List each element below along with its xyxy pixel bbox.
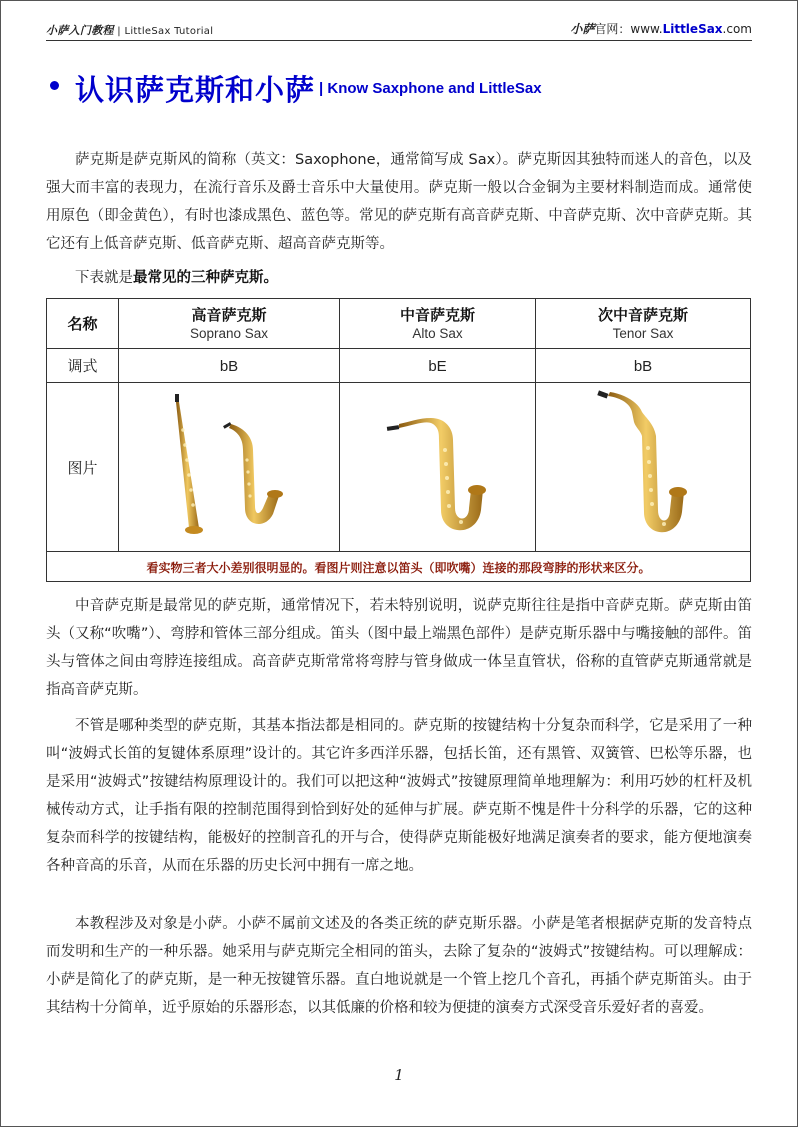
key-cell-alto: bE (340, 349, 536, 383)
table-intro-line: 下表就是最常见的三种萨克斯。 (75, 270, 278, 286)
note-cell: 看实物三者大小差别很明显的。看图片则注意以笛头（即吹嘴）连接的那段弯脖的形状来区分。 (47, 551, 751, 581)
name-label-cell: 名称 (47, 299, 119, 349)
paragraph-keys: 不管是哪种类型的萨克斯，其基本指法都是相同的。萨克斯的按键结构十分复杂而科学，它是采用了一种叫“波姆式长笛的复键体系原理”设计的。其它许多西洋乐器，包括长笛，还有黑管、双簧管、巴松等乐器，也是采用“波姆式”按键结构原理设计的。我们可以把这种“波姆式”按键原理简单地理解为：利用巧妙的杠杆及机械传动方式，让手指有限的控制范围得到恰到好处的延伸与扩展。萨克斯不愧是件十分科学的乐器，它的这种复杂而科学的按键结构，能极好的控制音孔的开与合，使得萨克斯能极好地满足演奏者的要求，能方便地演奏各种音高的乐音，从而在乐器的历史长河中拥有一席之地。 (46, 718, 752, 874)
saxophone-table (46, 298, 751, 582)
header-brand: 小萨入门教程 (46, 24, 114, 37)
picture-cell-alto (340, 383, 536, 552)
header-right-label: 官网： (594, 22, 631, 36)
table-header-row (47, 299, 751, 349)
picture-cell-tenor (536, 383, 751, 552)
title-bullet-icon (50, 81, 59, 90)
header-cell-soprano: 高音萨克斯 Soprano Sax (119, 299, 340, 349)
soprano-sax-image (169, 390, 289, 540)
header-separator: | (113, 26, 125, 37)
key-cell-soprano: bB (119, 349, 340, 383)
title-english: | Know Saxphone and LittleSax (319, 80, 542, 97)
page-number: 1 (394, 1066, 404, 1084)
header-right-brand: 小萨 (570, 22, 595, 36)
tenor-sax-image (588, 388, 698, 543)
key-row (47, 349, 751, 383)
site-url-link[interactable]: www.LittleSax.com (630, 22, 752, 36)
header-left-title (46, 22, 213, 38)
table-intro-bold: 最常见的三种萨克斯。 (133, 270, 278, 286)
note-row (47, 551, 751, 581)
paragraph-alto: 中音萨克斯是最常见的萨克斯，通常情况下，若未特别说明，说萨克斯往往是指中音萨克斯。萨克斯由笛头（又称“吹嘴”）、弯脖和管体三部分组成。笛头（图中最上端黑色部件）是萨克斯乐器中与嘴接触的部件。笛头与管体之间由弯脖连接组成。高音萨克斯常常将弯脖与管身做成一体呈直管状，俗称的直管萨克斯通常就是指高音萨克斯。 (46, 598, 752, 698)
header-english: LittleSax Tutorial (124, 26, 214, 37)
key-label-cell: 调式 (47, 349, 119, 383)
header-cell-alto: 中音萨克斯 Alto Sax (340, 299, 536, 349)
picture-label-cell: 图片 (47, 383, 119, 552)
paragraph-littlesax: 本教程涉及对象是小萨。小萨不属前文述及的各类正统的萨克斯乐器。小萨是笔者根据萨克斯的发音特点而发明和生产的一种乐器。她采用与萨克斯完全相同的笛头，去除了复杂的“波姆式”按键结构。可以理解成：小萨是简化了的萨克斯，是一种无按键管乐器。直白地说就是一个管上挖几个音孔，再插个萨克斯笛头。由于其结构十分简单，近乎原始的乐器形态，以其低廉的价格和较为便捷的演奏方式深受音乐爱好者的喜爱。 (46, 916, 752, 1016)
picture-cell-soprano (119, 383, 340, 552)
header-cell-tenor: 次中音萨克斯 Tenor Sax (536, 299, 751, 349)
key-cell-tenor: bB (536, 349, 751, 383)
alto-sax-image (383, 390, 493, 540)
page-title (44, 68, 764, 109)
page-header (46, 14, 752, 41)
paragraph-intro: 萨克斯是萨克斯风的简称（英文：Saxophone，通常简写成 Sax）。萨克斯因其独特而迷人的音色，以及强大而丰富的表现力，在流行音乐及爵士音乐中大量使用。萨克斯一般以合金铜为主要材料制造而成。通常使用原色（即金黄色），有时也漆成黑色、蓝色等。常见的萨克斯有高音萨克斯、中音萨克斯、次中音萨克斯。其它还有上低音萨克斯、低音萨克斯、超高音萨克斯等。 (46, 152, 752, 252)
picture-row (47, 383, 751, 552)
header-right-site (570, 20, 752, 37)
title-chinese: 认识萨克斯和小萨 (75, 73, 316, 107)
